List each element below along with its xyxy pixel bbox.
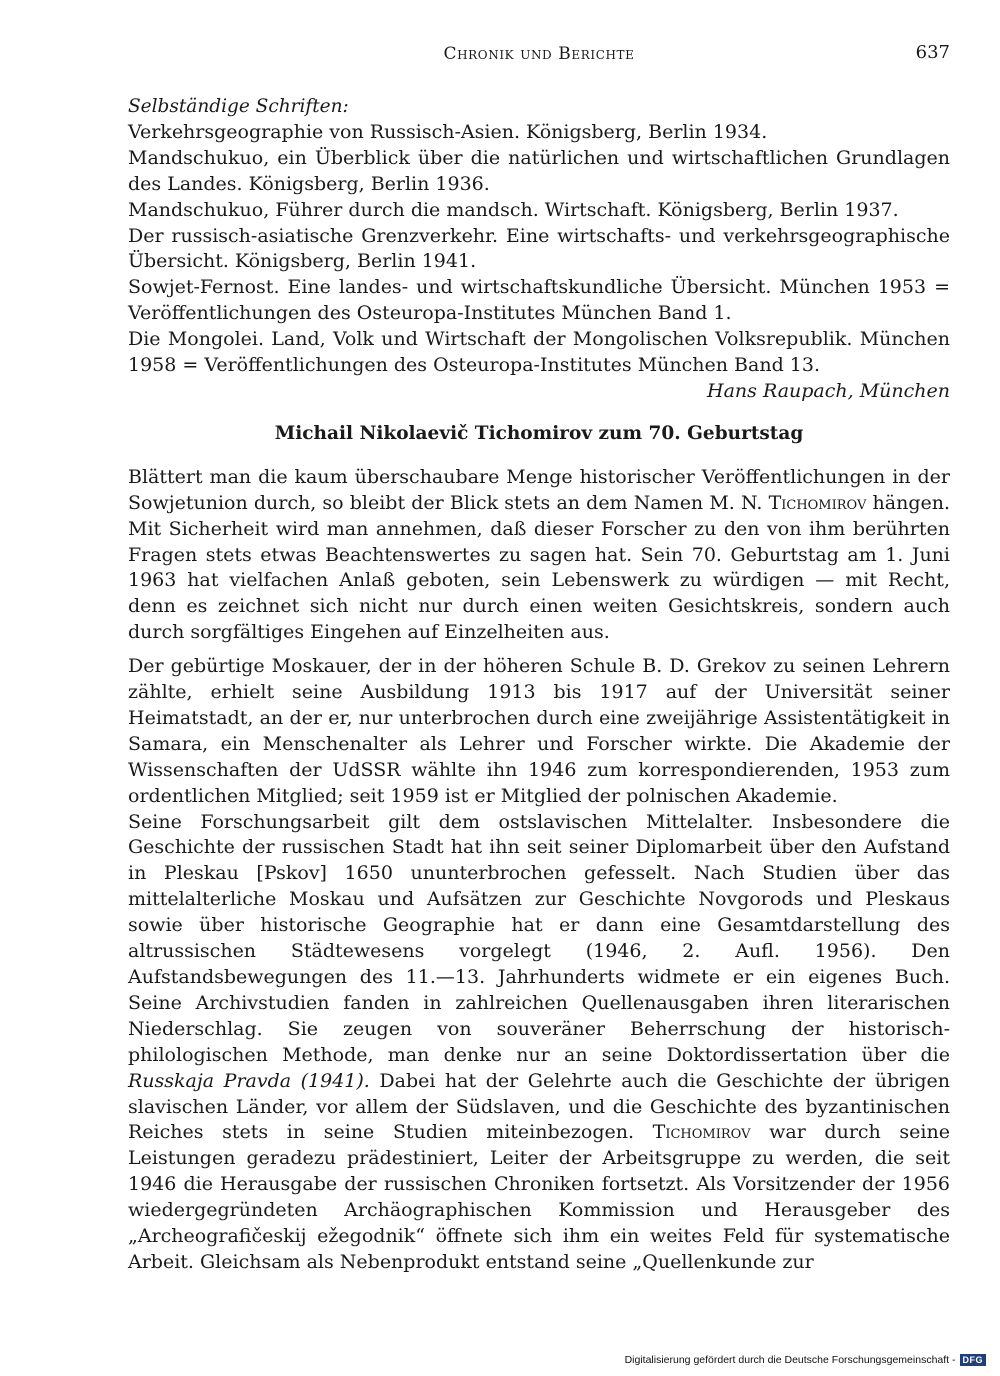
running-title: Chronik und Berichte bbox=[443, 44, 635, 64]
paragraph-intro bbox=[128, 465, 950, 646]
author-name: Tichomirov bbox=[768, 491, 867, 514]
author-name: Tichomirov bbox=[652, 1121, 751, 1144]
bibliography-entry: Mandschukuo, Führer durch die mandsch. Wirtschaft. Königsberg, Berlin 1937. bbox=[128, 198, 899, 221]
running-head bbox=[128, 44, 950, 70]
page-number: 637 bbox=[915, 42, 950, 63]
bibliography-entry: Sowjet-Fernost. Eine landes- und wirtschaftskundliche Übersicht. München 1953 = Veröffentlichungen des Osteuropa-Institutes München Band 1. bbox=[128, 276, 950, 325]
text-run: Seine Forschungsarbeit gilt dem ostslavischen Mittelalter. Insbesondere die Geschichte der russischen Stadt hat ihn seit seiner Diplomarbeit über den Aufstand in Pleskau [Pskov] 1650 ununterbrochen gefesselt. Nach Studien über das mittelalterliche Moskau und Aufsätzen zur Geschichte Novgorods und Pleskaus sowie über historische Geographie hat er dann eine Gesamtdarstellung des altrussischen Städtewesens vorgelegt (1946, 2. Aufl. 1956). Den Aufstandsbewegungen des 11.—13. Jahrhunderts widmete er ein eigenes Buch. Seine Archivstudien fanden in zahlreichen Quellenausgaben ihren literarischen Niederschlag. Sie zeugen von souveräner Beherrschung der historisch-philologischen Methode, man denke nur an seine Doktordissertation über die bbox=[128, 810, 950, 1066]
text-run: war durch seine Leistungen geradezu prädestiniert, Leiter der Arbeitsgruppe zu werden, die seit 1946 die Herausgabe der russischen Chroniken fortsetzt. Als Vorsitzender der 1956 wiedergegründeten Archäographischen Kommission und Herausgeber des „Archeografičeskij ežegodnik“ öffnete sich ihm ein weites Feld für systematische Arbeit. Gleichsam als Nebenprodukt entstand seine „Quellenkunde zur bbox=[128, 1121, 950, 1273]
text-run: Dabei hat der Gelehrte auch die Geschichte der übrigen slavischen Länder, vor allem der Südslaven, und die Geschichte des byzantinischen Reiches stets in seine Studien miteinbezogen. bbox=[128, 1069, 950, 1144]
bibliography-list bbox=[128, 120, 950, 379]
bibliography-entry: Die Mongolei. Land, Volk und Wirtschaft der Mongolischen Volksrepublik. München 1958 = Veröffentlichungen des Osteuropa-Institutes München Band 13. bbox=[128, 328, 950, 377]
article-title: Michail Nikolaevič Tichomirov zum 70. Geburtstag bbox=[274, 422, 804, 444]
text-run: hängen. Mit Sicherheit wird man annehmen, daß dieser Forscher zu den von ihm berührten Fragen stets etwas Beachtenswertes zu sagen hat. Sein 70. Geburtstag am 1. Juni 1963 hat vielfachen Anlaß geboten, sein Lebenswerk zu würdigen — mit Recht, denn es zeichnet sich nicht nur durch einen weiten Gesichtskreis, sondern auch durch sorgfältiges Eingehen auf Einzelheiten aus. bbox=[128, 491, 951, 644]
bibliography-entry: Mandschukuo, ein Überblick über die natürlichen und wirtschaftlichen Grundlagen des Landes. Königsberg, Berlin 1936. bbox=[128, 146, 950, 195]
footer-text: Digitalisierung gefördert durch die Deutsche Forschungsgemeinschaft - bbox=[624, 1354, 956, 1366]
work-title: Russkaja Pravda (1941). bbox=[128, 1069, 370, 1092]
text-run: Blättert man die kaum überschaubare Menge historischer Veröffentlichungen in der Sowjetunion durch, so bleibt der Blick stets an dem Namen M. N. bbox=[128, 465, 950, 514]
paragraph-biography: Der gebürtige Moskauer, der in der höheren Schule B. D. Grekov zu seinen Lehrern zählte, erhielt seine Ausbildung 1913 bis 1917 auf der Universität seiner Heimatstadt, an der er, nur unterbrochen durch eine zweijährige Assistentätigkeit in Samara, ein Menschenalter als Lehrer und Forscher wirkte. Die Akademie der Wissenschaften der UdSSR wählte ihn 1946 zum korrespondierenden, 1953 zum ordentlichen Mitglied; seit 1959 ist er Mitglied der polnischen Akademie. bbox=[128, 655, 950, 807]
dfg-logo: DFG bbox=[960, 1354, 987, 1366]
page-content bbox=[128, 94, 950, 1276]
bibliography-label: Selbständige Schriften: bbox=[128, 96, 349, 117]
paragraph-research bbox=[128, 810, 950, 1276]
bibliography-entry: Verkehrsgeographie von Russisch-Asien. Königsberg, Berlin 1934. bbox=[128, 120, 768, 143]
author-signature: Hans Raupach, München bbox=[707, 379, 950, 402]
digitization-footer bbox=[625, 1354, 986, 1366]
bibliography-entry: Der russisch-asiatische Grenzverkehr. Eine wirtschafts- und verkehrsgeographische Übersicht. Königsberg, Berlin 1941. bbox=[128, 224, 950, 273]
